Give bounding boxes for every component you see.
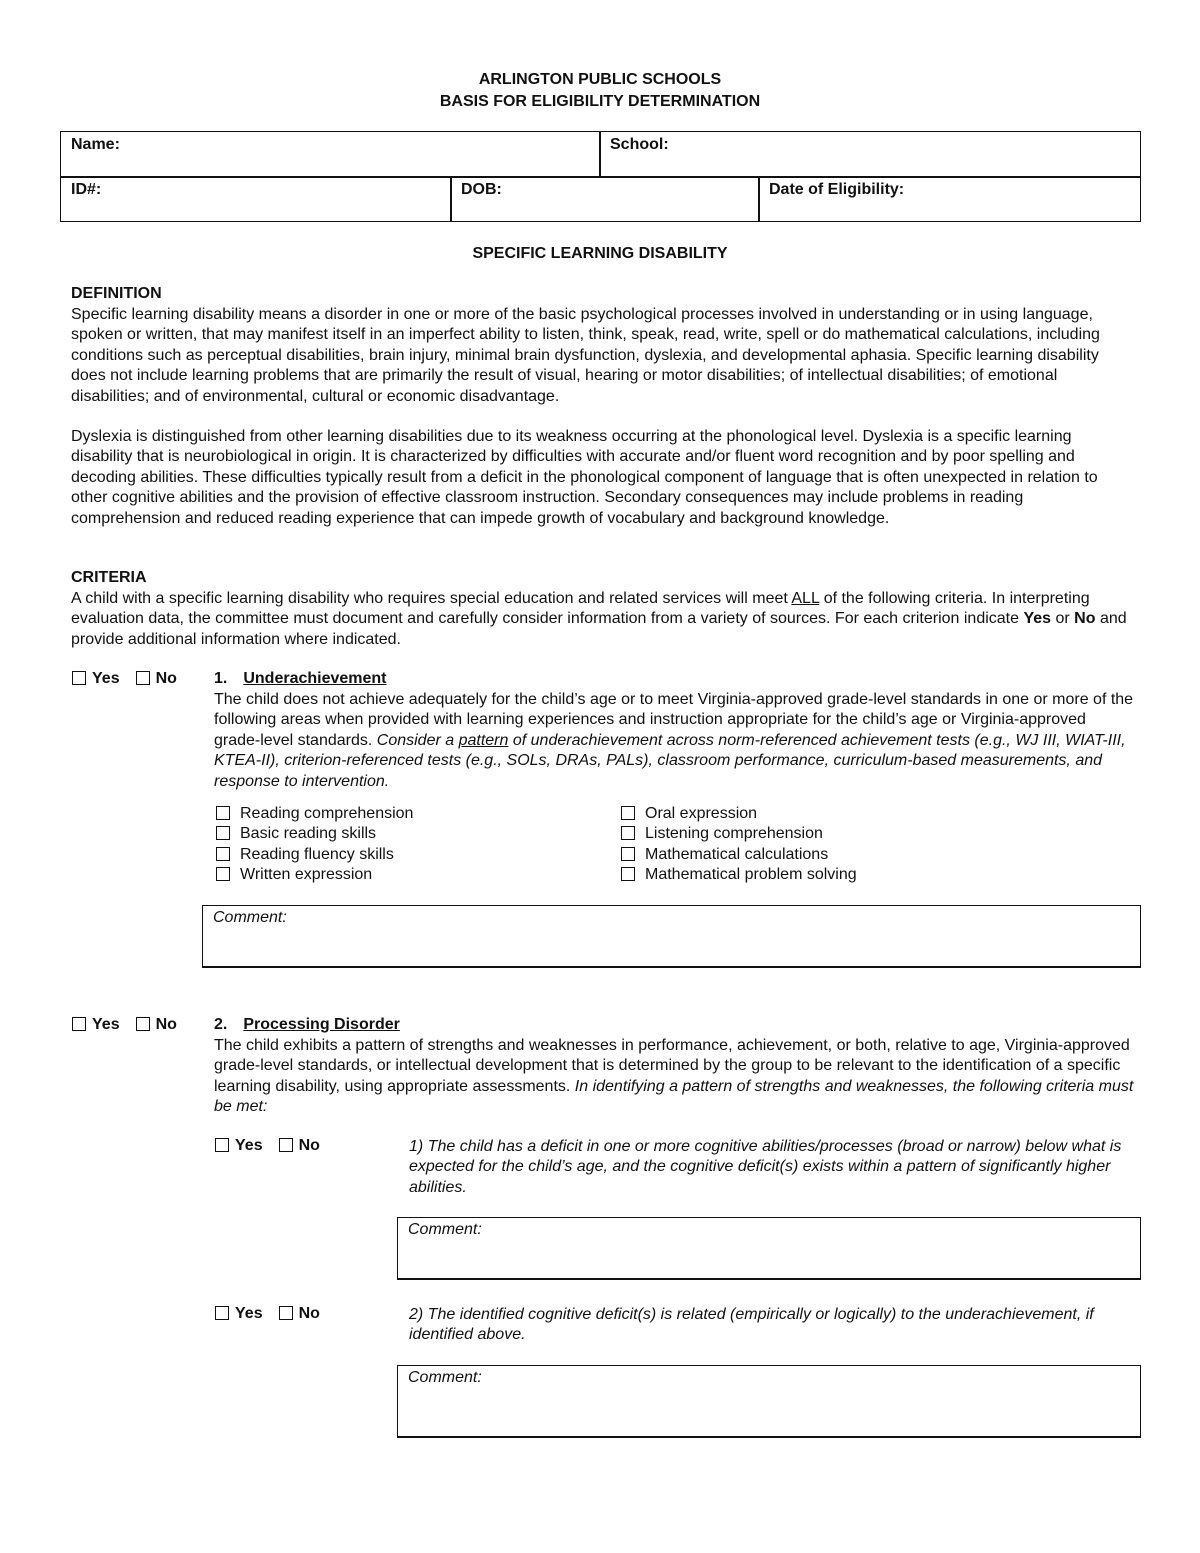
id-field[interactable] bbox=[60, 176, 452, 222]
sub2-yes-no bbox=[215, 1305, 320, 1323]
dyslexia-paragraph: Dyslexia is distinguished from other learning disabilities due to its weakness occurring at the phonological level. Dyslexia is a specific learning disability that is neurobiological in origin. It is characterized by difficulties with accurate and/or fluent word recognition and by poor spelling and decoding abilities. These difficulties typically result from a deficit in the phonological component of language that is often unexpected in relation to other cognitive abilities and the provision of effective classroom instruction. Secondary consequences may include problems in reading comprehension and reduced reading experience that can impede growth of vocabulary and background knowledge. bbox=[71, 428, 1098, 527]
item1-areas-left bbox=[216, 804, 413, 886]
checkbox[interactable] bbox=[216, 826, 230, 840]
item1-heading: 1. Underachievement bbox=[214, 670, 387, 687]
sub1-comment-box[interactable] bbox=[397, 1217, 1141, 1280]
area-mathematical-calculations[interactable]: Mathematical calculations bbox=[621, 845, 857, 865]
area-reading-fluency-skills[interactable]: Reading fluency skills bbox=[216, 845, 413, 865]
sub1-criterion: 1) The child has a deficit in one or more cognitive abilities/processes (broad or narrow) below what is expected for the child’s age, and the cognitive deficit(s) exists within a pattern of significantly higher abilities. bbox=[409, 1138, 1122, 1196]
yes-label: Yes bbox=[235, 1305, 263, 1322]
yes-label: Yes bbox=[235, 1137, 263, 1154]
dob-field[interactable] bbox=[450, 176, 760, 222]
item2-no-checkbox[interactable] bbox=[136, 1017, 150, 1031]
item2-title: Processing Disorder bbox=[243, 1016, 400, 1033]
checkbox[interactable] bbox=[216, 867, 230, 881]
checkbox[interactable] bbox=[216, 847, 230, 861]
no-label: No bbox=[298, 1137, 320, 1154]
checkbox[interactable] bbox=[621, 826, 635, 840]
item1-comment-box[interactable] bbox=[202, 905, 1141, 968]
area-listening-comprehension[interactable]: Listening comprehension bbox=[621, 824, 857, 844]
name-label: Name: bbox=[71, 136, 120, 153]
school-field[interactable] bbox=[599, 131, 1141, 178]
sub2-yes-checkbox[interactable] bbox=[215, 1306, 229, 1320]
sub2-no-checkbox[interactable] bbox=[279, 1306, 293, 1320]
item2-yes-no bbox=[72, 1016, 177, 1034]
item2-yes-checkbox[interactable] bbox=[72, 1017, 86, 1031]
item1-title: Underachievement bbox=[243, 670, 387, 687]
section-title: SPECIFIC LEARNING DISABILITY bbox=[472, 245, 728, 262]
no-label: No bbox=[155, 670, 177, 687]
sub2-criterion: 2) The identified cognitive deficit(s) is related (empirically or logically) to the underachievement, if identified above. bbox=[409, 1306, 1094, 1344]
comment-label: Comment: bbox=[408, 1221, 482, 1238]
item1-yes-no bbox=[72, 670, 177, 688]
sub1-yes-checkbox[interactable] bbox=[215, 1138, 229, 1152]
comment-label: Comment: bbox=[408, 1369, 482, 1386]
comment-label: Comment: bbox=[213, 909, 287, 926]
sub1-yes-no bbox=[215, 1137, 320, 1155]
area-basic-reading-skills[interactable]: Basic reading skills bbox=[216, 824, 413, 844]
checkbox[interactable] bbox=[621, 806, 635, 820]
date-of-eligibility-label: Date of Eligibility: bbox=[769, 181, 905, 198]
item2-heading: 2. Processing Disorder bbox=[214, 1016, 400, 1033]
sub1-no-checkbox[interactable] bbox=[279, 1138, 293, 1152]
school-label: School: bbox=[610, 136, 669, 153]
no-label: No bbox=[155, 1016, 177, 1033]
dob-label: DOB: bbox=[461, 181, 502, 198]
checkbox[interactable] bbox=[621, 847, 635, 861]
criteria-paragraph: A child with a specific learning disability who requires special education and related services will meet ALL of the following criteria. In interpreting evaluation data, the committee must document and carefully consider information from a variety of sources. For each criterion indicate Yes or No and provide additional information where indicated. bbox=[71, 590, 1127, 648]
item1-areas-right bbox=[621, 804, 857, 886]
area-mathematical-problem-solving[interactable]: Mathematical problem solving bbox=[621, 865, 857, 885]
checkbox[interactable] bbox=[216, 806, 230, 820]
yes-label: Yes bbox=[92, 670, 120, 687]
date-of-eligibility-field[interactable] bbox=[758, 176, 1141, 222]
item1-description: The child does not achieve adequately for the child’s age or to meet Virginia-approved grade-level standards in one or more of the following areas when provided with learning experiences and instruction appropriate for the child’s age or Virginia-approved grade-level standards. Consider a pattern of underachievement across norm-referenced achievement tests (e.g., WJ III, WIAT-III, KTEA-II), criterion-referenced tests (e.g., SOLs, DRAs, PALs), classroom performance, curriculum-based measurements, and response to intervention. bbox=[214, 691, 1134, 790]
sub2-comment-box[interactable] bbox=[397, 1365, 1141, 1438]
id-label: ID#: bbox=[71, 181, 102, 198]
checkbox[interactable] bbox=[621, 867, 635, 881]
name-field[interactable] bbox=[60, 131, 601, 178]
no-label: No bbox=[298, 1305, 320, 1322]
yes-label: Yes bbox=[92, 1016, 120, 1033]
definition-paragraph: Specific learning disability means a disorder in one or more of the basic psychological processes involved in understanding or in using language, spoken or written, that may manifest itself in an imperfect ability to listen, think, speak, read, write, spell or do mathematical calculations, including conditions such as perceptual disabilities, brain injury, minimal brain dysfunction, dyslexia, and developmental aphasia. Specific learning disability does not include learning problems that are primarily the result of visual, hearing or motor disabilities; of intellectual disabilities; of emotional disabilities; and of environmental, cultural or economic disadvantage. bbox=[71, 306, 1100, 405]
area-reading-comprehension[interactable]: Reading comprehension bbox=[216, 804, 413, 824]
item1-no-checkbox[interactable] bbox=[136, 671, 150, 685]
criteria-heading: CRITERIA bbox=[71, 569, 147, 586]
form-title: BASIS FOR ELIGIBILITY DETERMINATION bbox=[439, 93, 761, 110]
item2-description: The child exhibits a pattern of strengths and weaknesses in performance, achievement, or both, relative to age, Virginia-approved grade-level standards, or intellectual development that is determined by the group to be relevant to the identification of a specific learning disability, using appropriate assessments. In identifying a pattern of strengths and weaknesses, the following criteria must be met: bbox=[214, 1037, 1134, 1116]
item1-yes-checkbox[interactable] bbox=[72, 671, 86, 685]
organization-name: ARLINGTON PUBLIC SCHOOLS bbox=[478, 71, 722, 88]
area-written-expression[interactable]: Written expression bbox=[216, 865, 413, 885]
definition-heading: DEFINITION bbox=[71, 285, 162, 302]
area-oral-expression[interactable]: Oral expression bbox=[621, 804, 857, 824]
